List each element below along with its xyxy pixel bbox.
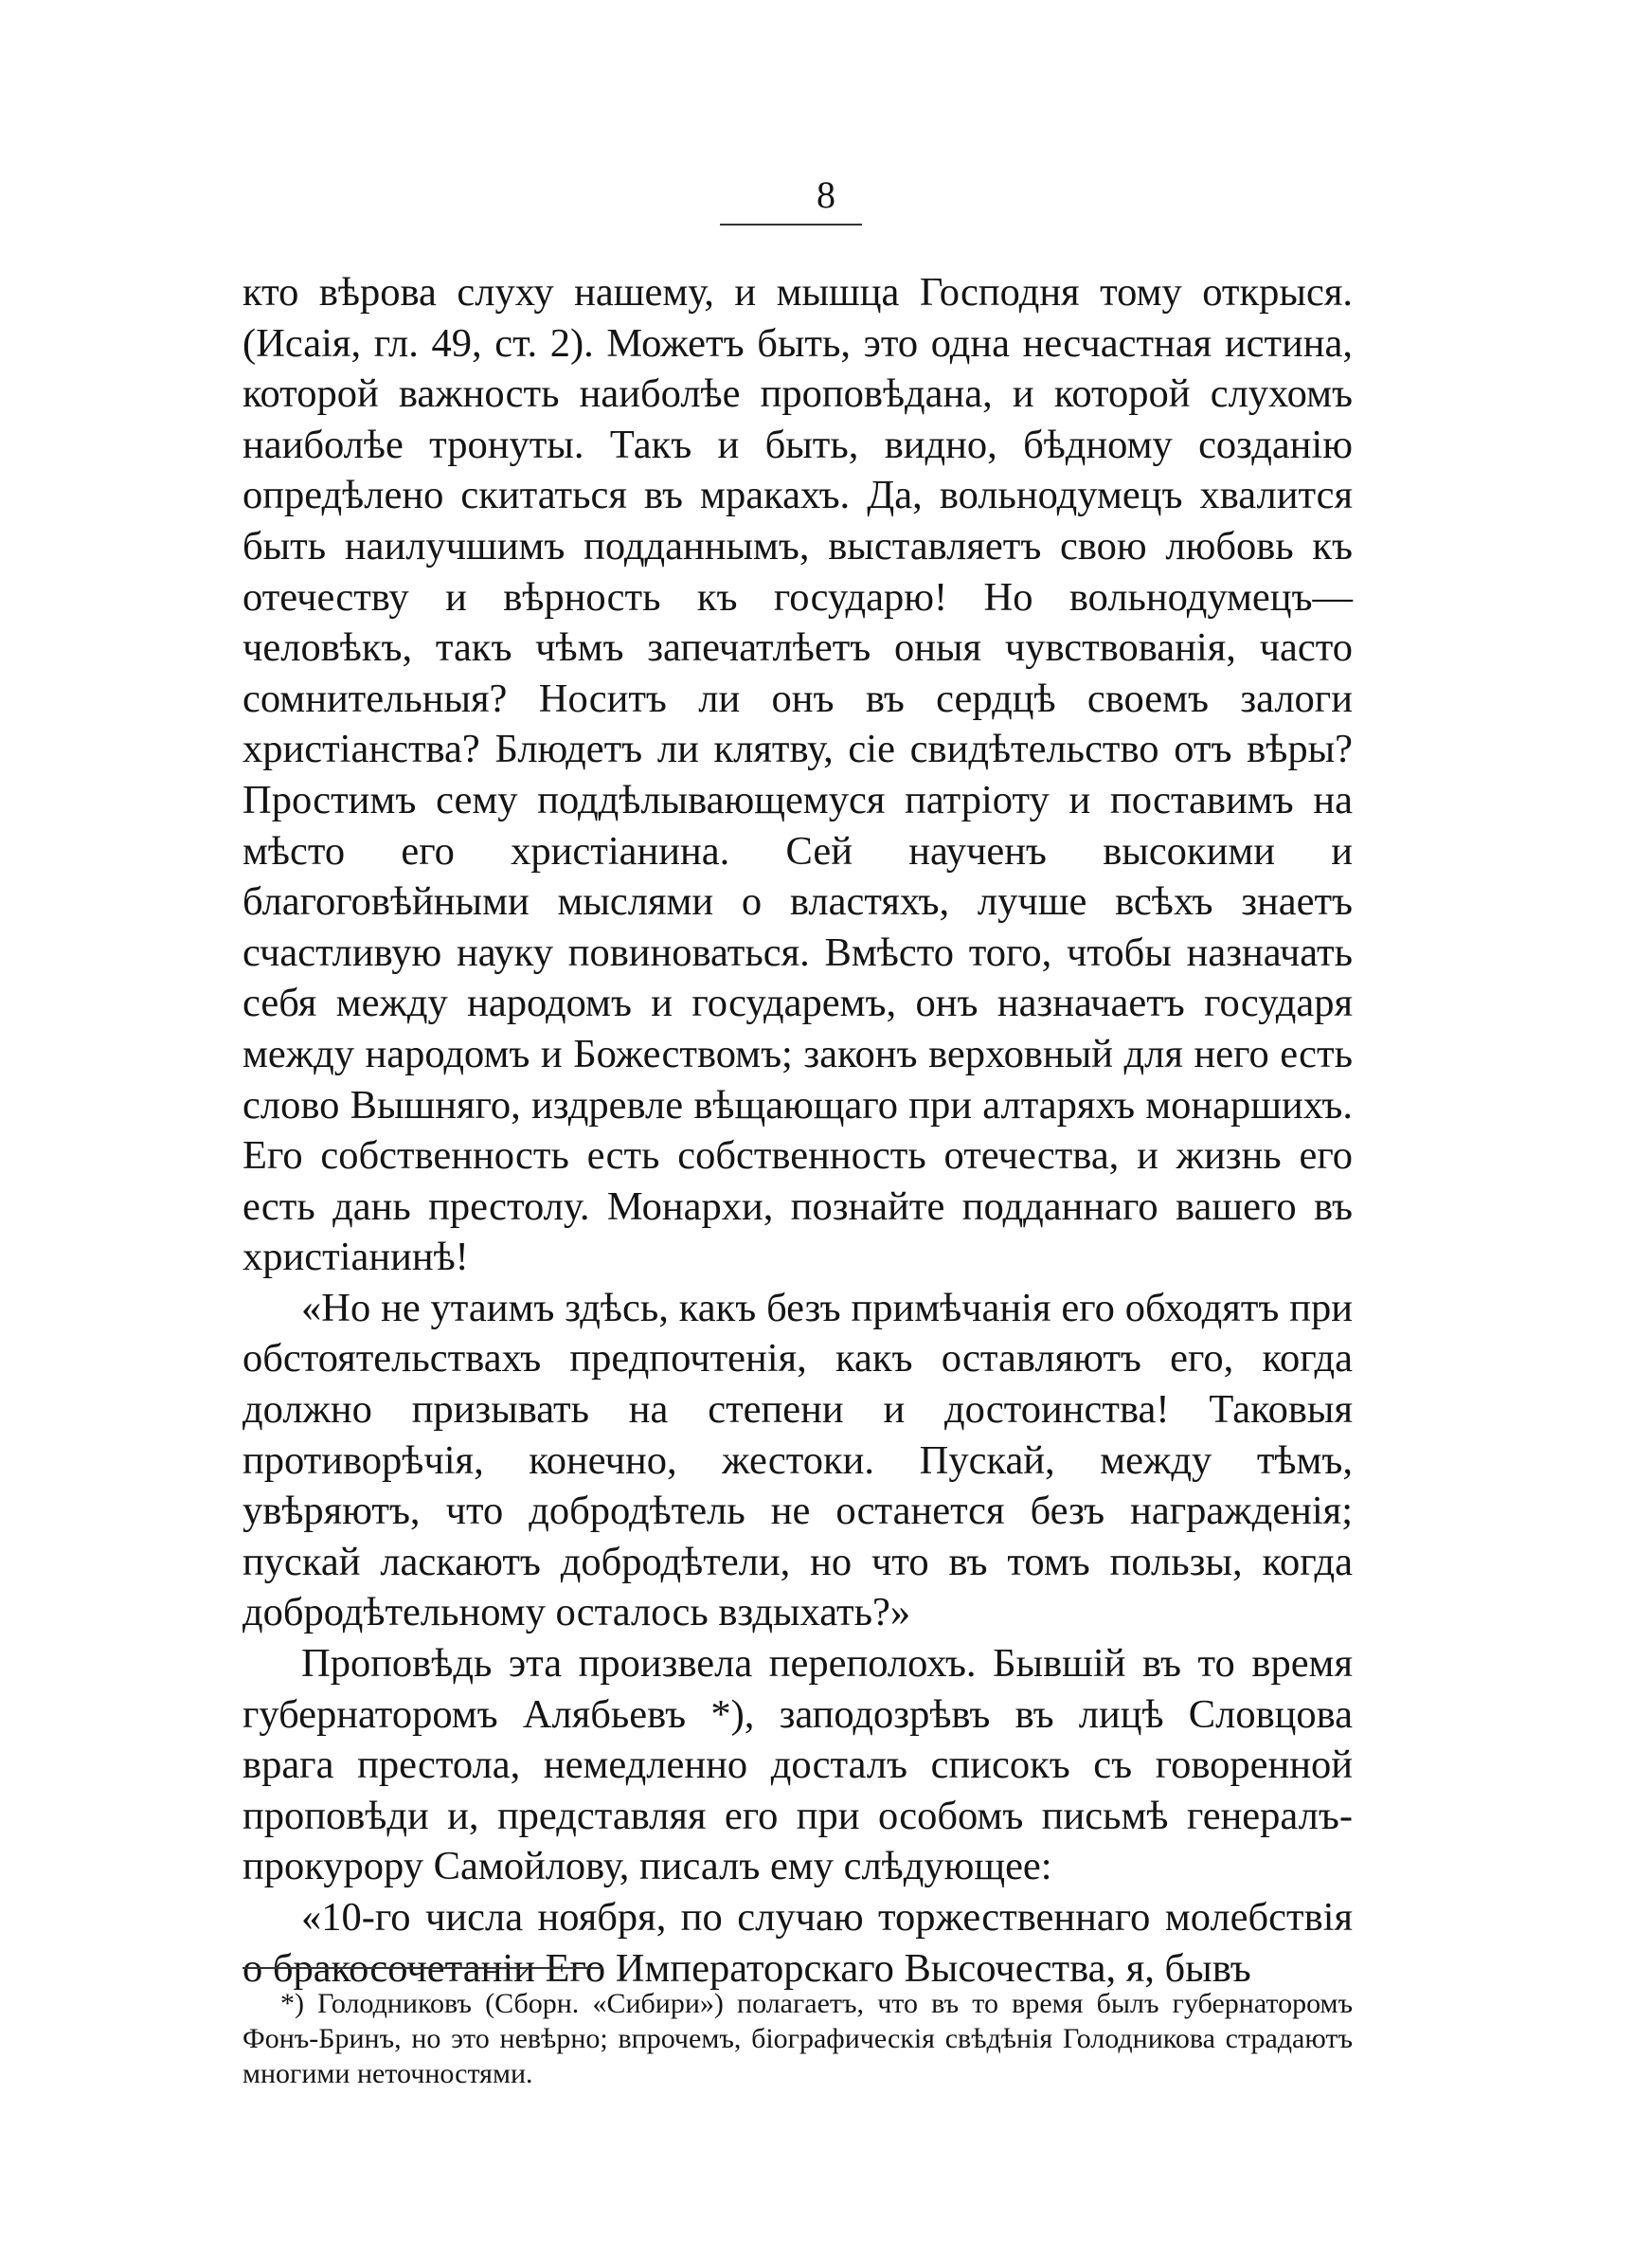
paragraph-letter: «10-го числа ноября, по случаю торжественнаго молебствія о бракосочетаніи Его Императорскаго Высочества, я, бывъ bbox=[242, 1895, 1353, 1991]
page-number-rule bbox=[720, 224, 862, 226]
paragraph-quote: «Но не утаимъ здѣсь, какъ безъ примѣчанія его обходятъ при обстоятельствахъ предпочтенія, какъ оставляютъ его, когда должно призывать на степени и достоинства! Таковыя противорѣчія, конечно, жестоки. Пускай, между тѣмъ, увѣряютъ, что добродѣтель не останется безъ награжденія; пускай ласкаютъ добродѣтели, но что въ томъ пользы, когда добродѣтельному осталось вздыхать?» bbox=[242, 1285, 1353, 1635]
page-number: 8 bbox=[817, 173, 835, 216]
body-text bbox=[242, 267, 1353, 1994]
footnote: *) Голодниковъ (Сборн. «Сибири») полагаетъ, что въ то время былъ губернаторомъ Фонъ-Бринъ, но это невѣрно; впрочемъ, біографическія свѣдѣнія Голодникова страдаютъ многими неточностями. bbox=[242, 1988, 1353, 2089]
paragraph-narrative: Проповѣдь эта произвела переполохъ. Бывшій въ то время губернаторомъ Алябьевъ *), заподозрѣвъ въ лицѣ Словцова врага престола, немедленно досталъ списокъ съ говоренной проповѣди и, представляя его при особомъ письмѣ генералъ-прокурору Самойлову, писалъ ему слѣдующее: bbox=[242, 1641, 1353, 1889]
footnote-rule bbox=[242, 1967, 602, 1969]
paragraph-continued: кто вѣрова слуху нашему, и мышца Господня тому открыся. (Исаія, гл. 49, ст. 2). Можетъ быть, это одна несчастная истина, которой важность наиболѣе проповѣдана, и которой слухомъ наиболѣе тронуты. Такъ и быть, видно, бѣдному созданію опредѣлено скитаться въ мракахъ. Да, вольнодумецъ хвалится быть наилучшимъ подданнымъ, выставляетъ свою любовь къ отечеству и вѣрность къ государю! Но вольнодумецъ— человѣкъ, такъ чѣмъ запечатлѣетъ оныя чувствованія, часто сомнительныя? Носитъ ли онъ въ сердцѣ своемъ залоги христіанства? Блюдетъ ли клятву, сіе свидѣтельство отъ вѣры? Простимъ сему поддѣлывающемуся патріоту и поставимъ на мѣсто его христіанина. Сей наученъ высокими и благоговѣйными мыслями о властяхъ, лучше всѣхъ знаетъ счастливую науку повиноваться. Вмѣсто того, чтобы назначать себя между народомъ и государемъ, онъ назначаетъ государя между народомъ и Божествомъ; законъ верховный для него есть слово Вышняго, издревле вѣщающаго при алтаряхъ монаршихъ. Его собственность есть собственность отечества, и жизнь его есть дань престолу. Монархи, познайте подданнаго вашего въ христіанинѣ! bbox=[242, 270, 1353, 1280]
